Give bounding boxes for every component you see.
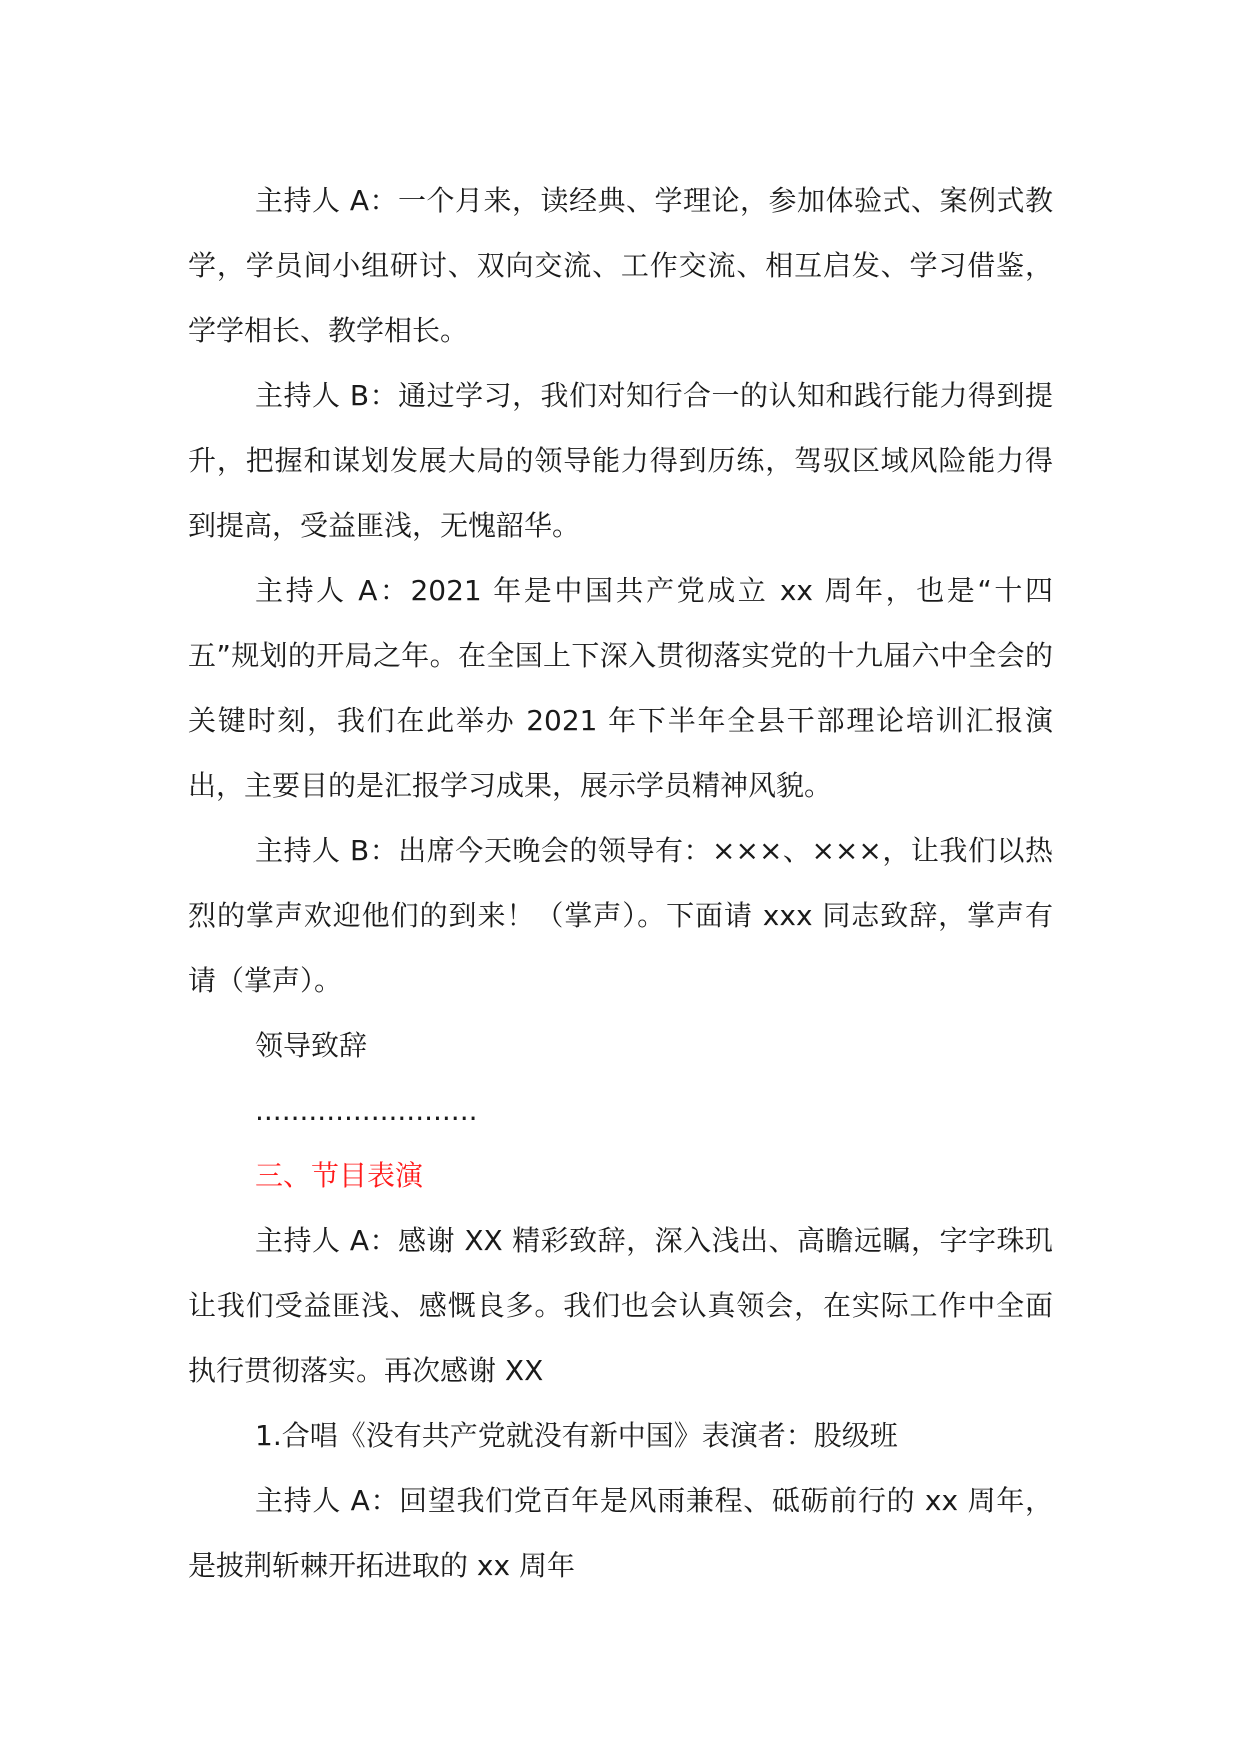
program-item-1: 1.合唱《没有共产党就没有新中国》表演者：股级班 — [255, 1419, 898, 1452]
document-body — [188, 168, 1053, 1598]
host-a-paragraph-2: 主持人 A：2021 年是中国共产党成立 xx 周年，也是“十四五”规划的开局之年。在全国上下深入贯彻落实党的十九届六中全会的关键时刻，我们在此举办 2021 年下半年全县干部理论培训汇报演出，主要目的是汇报学习成果，展示学员精神风貌。 — [188, 574, 1053, 802]
host-a-paragraph-4: 主持人 A：回望我们党百年是风雨兼程、砥砺前行的 xx 周年，是披荆斩棘开拓进取的 xx 周年 — [188, 1484, 1053, 1582]
leader-speech-label: 领导致辞 — [255, 1029, 368, 1062]
ellipsis-line: ......................... — [255, 1094, 478, 1127]
host-a-paragraph-1: 主持人 A：一个月来，读经典、学理论，参加体验式、案例式教学，学员间小组研讨、双向交流、工作交流、相互启发、学习借鉴，学学相长、教学相长。 — [188, 184, 1053, 347]
host-b-paragraph-2: 主持人 B：出席今天晚会的领导有：×××、×××，让我们以热烈的掌声欢迎他们的到来！（掌声）。下面请 xxx 同志致辞，掌声有请（掌声）。 — [188, 834, 1053, 997]
host-a-paragraph-3: 主持人 A：感谢 XX 精彩致辞，深入浅出、高瞻远瞩，字字珠玑让我们受益匪浅、感慨良多。我们也会认真领会，在实际工作中全面执行贯彻落实。再次感谢 XX — [188, 1224, 1053, 1387]
host-b-paragraph-1: 主持人 B：通过学习，我们对知行合一的认知和践行能力得到提升，把握和谋划发展大局的领导能力得到历练，驾驭区域风险能力得到提高，受益匪浅，无愧韶华。 — [188, 379, 1053, 542]
section-heading: 三、节目表演 — [255, 1159, 424, 1192]
